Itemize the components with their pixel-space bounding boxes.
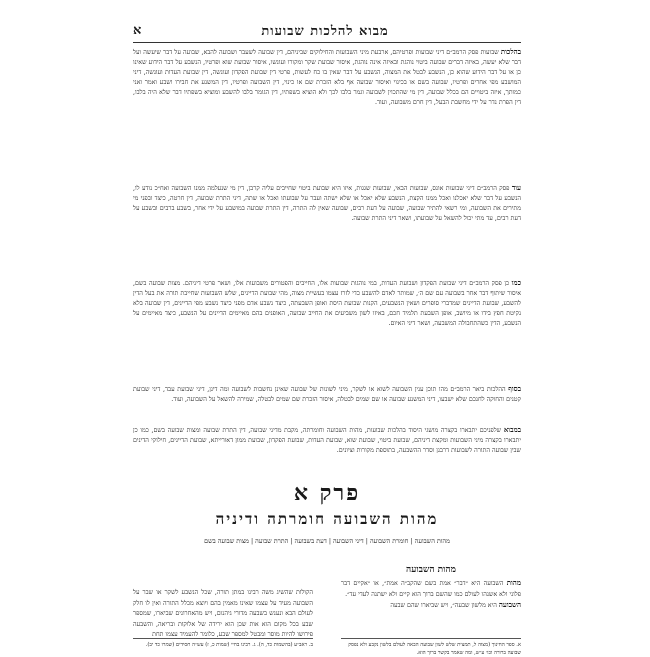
paragraph-lead-word: כמו — [511, 278, 521, 287]
paragraph-lead-word: השבועה — [498, 600, 521, 609]
intro-paragraph-1 — [133, 47, 521, 108]
paragraph-body: כן פסק הרמב״ם דיני שבועת הפקדון ושבועת העדות, במי נוהגות שבועות אלו, החייבים והפטורים משבועות אלו, ושאר פרטי דיניהם. מצות שבועה בשם, איסור שיתוף דבר אחר בשבועה עם שם ה׳, שמותר לאדם להשבע כדי לזרז עצמו בעשיית מצוה, מהי שבועת הדיינים, שלש השבועות שחייבת תורה את בעל הדין להשבע, שבועת הדיינים שמדברי סופרים ושאין הנשבעים, הקנות שבועת היסת ואופן השבעתה, כיצד נשבע אדם מפני כיצד נשבע מפי הדיינים, דין שבועה בלא נקיטת חפץ בידו או מיושב, אופן השבעת תלמיד חכם, באיזו לשון משביעים את החייב שבועה, האופנים בהם מאיימים הדיינים על הנשבע, כיצד מאיימים על הנשבע, הדין כשהתחבולה המשבעה, ושאר דיני האיום. — [133, 280, 521, 327]
paragraph-lead-word: במבוא — [503, 425, 521, 434]
chapter-topics: מהות השבועה | חומרת השבועה | דיני השבועה | דעת בשבועה | התרת שבועה | מצות שבועה בשם — [204, 537, 450, 545]
intro-paragraph-2 — [133, 183, 521, 224]
paragraph-body: שלפניכם יתבארו בקצרה מושגי היסוד בהלכות שבועות, מהות השבועה וחומרתה, מקבת מדיני שבועה, דין התרת שבועה ומצות שבועה בשם, כמו כן יתבארו בקצרה מיני השבועות ומקצת דיניהם, שבועת ביטוי, שבועת שוא, שבועת העדות, שבועת הפקדון, שבועת ממון דאורייתא, שבועת הדיינים, חילוקי הדינים שבין שבועה התורה לשבועות דרבנן וסדר ההשבעה, בתוספת מקורות וציונים. — [133, 427, 521, 454]
intro-paragraph-3 — [133, 278, 521, 329]
paragraph-body: השבועה היא ״דבר״ אמת בשם שהקב״ה אמת״, או ״אקיים דבר פלוני ולא אשנהו לעולם כמו שהשם ברוך הוא קיים ולא ישתנה לעדי עד״. — [341, 580, 521, 598]
footnote-right: א. ספר החינוך (מצוה ל, תמצית שלש לשון שבועה הבאה לעולם בלשון נקבע ולא נפסק שבועה ברורה וכו׳ ע״ש, ומה שאמר בקשר ברוך הוא. — [348, 642, 521, 656]
paragraph-lead-word: בסוף — [508, 384, 521, 393]
header-rule — [133, 42, 521, 43]
running-header-title: מבוא להלכות שבועות — [261, 24, 389, 39]
intro-paragraph-4 — [133, 384, 521, 405]
paragraph-body: היא מלשון שבעה״, ויש שביארו שהם שבעה — [390, 602, 499, 609]
paragraph-body: פסק הרמב״ם דיני שבועות אונס, שבועות הבאי, שבועות שגגות, איזו היא שבועת ביטוי שחייבים עליה קרבן, דין מי שנעלמה ממנו השבועה ואח״כ נודע לו, הנשבע על דבר שלא יאכלנו ואכל ממנו הקצת, הנשבע שלא יאכל או שלא ישתה ועבר על שבועתו ואכל או שתה, דיני התרת שבועה, דין חרטה, כיצד ובפני מי מתירים את השבועה, ומי רשאי להתיר שבועה, שבועה על דעת רבים, שבועה שאין לה התרה, דין התרת שבועה במושבע על ידי אחר, בשבע ברבים ובשבע על דעת רבים, עד מתי יכול להשאל על שבועתו, ושאר דיני התרת שבועה. — [133, 185, 521, 222]
body-column-left: הקולות שהשיג משה רבינו במתן תורה, שכל הנשבע לשקר או שבר על השבועה מעיד על עצמו שאינו מאמין בהם ויוצא מכלל התורה ואין לו חלק לעולם הבא ונענש בשבעה מדורי גיהנום, ויש מהאחרונים שביארו, שמספר שבע בכל מקום הוא אות שכן הוא ירידה של אלוקות ובריאה, והשבעה פירושו להיות מוסר ומבטל למספר שבע, כלומר להעמיד עצמו תחת — [133, 589, 313, 638]
footnote-left: ב. ראב״ע (בהשמות כד, ה). ג. רבינו בחיי (שמות כ, ז) עש״ה חסידים (שמרו כד יב). — [145, 642, 313, 648]
paragraph-lead-word: מהות — [506, 578, 521, 587]
body-column-right — [341, 578, 521, 612]
paragraph-lead-word: בהלכות — [500, 47, 521, 56]
footnote-rule-left — [133, 638, 313, 639]
section-heading: מהות השבועה — [406, 565, 456, 575]
page-letter: א — [133, 23, 142, 38]
paragraph-body: ההלכות ביאר הרמב״ם מהו תוכן ענין השבועה לשוא או לשקר, מיני לשונות של שבועה שאינן נחשבות לשבועה ומה דינן, דיני שבועת עבד, דיני שבועת קטנים והחוקה לחנכם שלא ישבעו, דיני המשנע שבועה או שם שמים לבטלה, איסור הזכרת שם שמים לבטלה, שמירה להשאל על השבועה, ועוד. — [133, 386, 521, 403]
intro-paragraph-5 — [133, 425, 521, 456]
paragraph-body: שבועות פסק הרמב״ם דיני שבועות ופרטיהם, ארבעת מיני השבועות והחילוקים שביניהם, דין שבועה לשעבר ושבועה להבא, שבועה על דבר שיעשה ועל דבר שלא יעשה, באיזה דברים שבועה ביטוי נוהגת ובאיזה אינה נוהגת, איסור שבועת שקר ומקורו ועונשו, איסור שבועת שוא ופרטיו, הנשבע על דבר הידוע שאינו כן או על דבר הידוע שהוא כן, הנשבע לבטל את המצוה, הנשבע על דבר שאין בו כח לעשות, פרטי דין שבועת הפקדון ועונשה, דין שבועת העדות ועונשה, דיני המושבע מפי אחרים ופרטיו, שבועה בשם או בכינוי ואיסור שבועה אף בלא הזכרת שם או כינוי, דין השבועה ופרטיו, דין המשנע את חבירו ושבע ואמר ואני כמותך, איזה ביטויים הם בכלל שבועה, דין מי שהתכוין לשבועה וגמר בלבו לכך ולא הוציא בשפתיו, דין הגומר בלבו להשבע ומוציא בשפתיו דבר שלא היה בלבו, דין הפרת נדר על ידי מחשבת הבעל, דין חרם משבועה, ועוד. — [133, 49, 521, 106]
paragraph-lead-word: עוד — [511, 183, 521, 192]
chapter-title: מהות השבועה חומרתה ודיניה — [215, 510, 439, 528]
footnote-rule-right — [341, 638, 521, 639]
chapter-number: פרק א — [293, 480, 361, 506]
